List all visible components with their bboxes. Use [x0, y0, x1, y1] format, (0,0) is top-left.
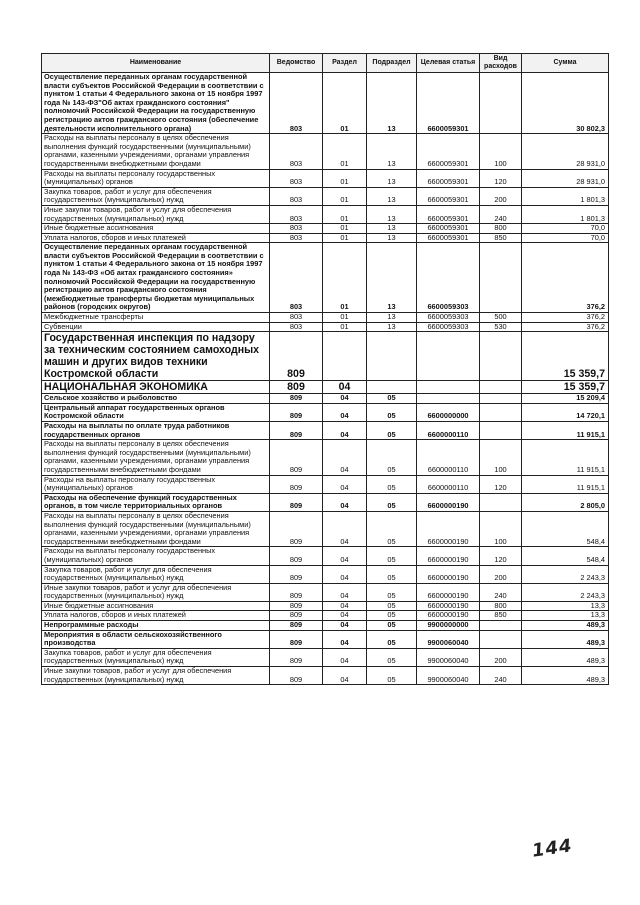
table-row	[42, 205, 609, 223]
row-sum: 489,3	[522, 630, 609, 648]
row-target: 6600000110	[417, 422, 480, 440]
row-dept: 803	[270, 73, 323, 134]
row-sum: 376,2	[522, 243, 609, 313]
row-subsection: 05	[367, 648, 417, 666]
table-row	[42, 611, 609, 621]
row-sum: 376,2	[522, 322, 609, 332]
row-section: 04	[323, 547, 367, 565]
row-sum: 1 801,3	[522, 205, 609, 223]
row-dept: 803	[270, 313, 323, 323]
row-dept: 809	[270, 621, 323, 631]
row-name: Расходы на выплаты персоналу государственных (муниципальных) органов	[42, 547, 270, 565]
row-name: Закупка товаров, работ и услуг для обеспечения государственных (муниципальных) нужд	[42, 648, 270, 666]
row-dept: 809	[270, 547, 323, 565]
row-subsection: 13	[367, 134, 417, 169]
row-dept: 809	[270, 583, 323, 601]
row-section: 01	[323, 243, 367, 313]
row-sum: 70,0	[522, 224, 609, 234]
row-dept: 809	[270, 493, 323, 511]
table-row	[42, 630, 609, 648]
table-row	[42, 475, 609, 493]
row-target	[417, 332, 480, 381]
row-section: 04	[323, 493, 367, 511]
budget-table-sheet	[41, 53, 608, 685]
row-dept: 809	[270, 648, 323, 666]
row-sum: 11 915,1	[522, 422, 609, 440]
row-subsection: 05	[367, 394, 417, 404]
row-section: 04	[323, 565, 367, 583]
row-subsection: 05	[367, 621, 417, 631]
table-row	[42, 511, 609, 546]
row-section: 01	[323, 224, 367, 234]
row-exptype	[480, 621, 522, 631]
row-section: 04	[323, 475, 367, 493]
row-exptype	[480, 630, 522, 648]
row-subsection: 05	[367, 601, 417, 611]
row-sum: 13,3	[522, 611, 609, 621]
row-exptype: 530	[480, 322, 522, 332]
row-name: Межбюджетные трансферты	[42, 313, 270, 323]
row-target: 6600000190	[417, 547, 480, 565]
row-subsection: 13	[367, 187, 417, 205]
row-exptype: 100	[480, 440, 522, 475]
header-dept: Ведомство	[270, 54, 323, 73]
row-target: 6600000190	[417, 565, 480, 583]
row-section: 04	[323, 381, 367, 394]
row-target: 6600000190	[417, 583, 480, 601]
row-target: 6600000190	[417, 493, 480, 511]
row-section: 01	[323, 313, 367, 323]
row-exptype: 850	[480, 233, 522, 243]
row-sum: 489,3	[522, 621, 609, 631]
table-row	[42, 667, 609, 685]
row-section: 04	[323, 422, 367, 440]
row-sum: 1 801,3	[522, 187, 609, 205]
row-name: Расходы на выплаты персоналу государственных (муниципальных) органов	[42, 475, 270, 493]
row-section: 04	[323, 667, 367, 685]
row-exptype: 850	[480, 611, 522, 621]
table-row	[42, 547, 609, 565]
table-row	[42, 493, 609, 511]
row-section: 01	[323, 73, 367, 134]
row-name: Иные бюджетные ассигнования	[42, 601, 270, 611]
row-sum: 28 931,0	[522, 169, 609, 187]
row-exptype: 100	[480, 134, 522, 169]
table-row	[42, 381, 609, 394]
row-dept: 809	[270, 601, 323, 611]
row-target: 6600000190	[417, 611, 480, 621]
table-row	[42, 601, 609, 611]
header-target: Целевая статья	[417, 54, 480, 73]
row-subsection: 05	[367, 667, 417, 685]
row-exptype: 240	[480, 205, 522, 223]
row-name: Закупка товаров, работ и услуг для обеспечения государственных (муниципальных) нужд	[42, 565, 270, 583]
row-target: 6600059301	[417, 73, 480, 134]
row-subsection: 13	[367, 243, 417, 313]
table-row	[42, 187, 609, 205]
table-row	[42, 243, 609, 313]
row-exptype: 120	[480, 547, 522, 565]
row-dept: 803	[270, 322, 323, 332]
row-sum: 548,4	[522, 547, 609, 565]
row-sum: 13,3	[522, 601, 609, 611]
table-row	[42, 394, 609, 404]
row-dept: 809	[270, 381, 323, 394]
row-subsection: 05	[367, 440, 417, 475]
row-name: Иные закупки товаров, работ и услуг для обеспечения государственных (муниципальных) нужд	[42, 205, 270, 223]
handwritten-page-number: 144	[530, 835, 574, 862]
row-target: 6600000110	[417, 440, 480, 475]
row-exptype	[480, 493, 522, 511]
row-target: 6600059301	[417, 224, 480, 234]
row-target: 9900060040	[417, 667, 480, 685]
row-exptype: 800	[480, 601, 522, 611]
row-section: 04	[323, 630, 367, 648]
row-name: Расходы на выплаты персоналу в целях обеспечения выполнения функций государственными (муниципальными) органами, казенными учреждениями, органами управления государственными внебюджетными фондами	[42, 134, 270, 169]
row-sum: 548,4	[522, 511, 609, 546]
row-subsection	[367, 381, 417, 394]
row-name: Закупка товаров, работ и услуг для обеспечения государственных (муниципальных) нужд	[42, 187, 270, 205]
row-subsection: 05	[367, 475, 417, 493]
row-exptype: 100	[480, 511, 522, 546]
row-section: 04	[323, 511, 367, 546]
row-subsection: 13	[367, 224, 417, 234]
row-sum: 15 359,7	[522, 332, 609, 381]
row-name: Иные закупки товаров, работ и услуг для обеспечения государственных (муниципальных) нужд	[42, 667, 270, 685]
row-name: НАЦИОНАЛЬНАЯ ЭКОНОМИКА	[42, 381, 270, 394]
row-exptype: 800	[480, 224, 522, 234]
row-exptype	[480, 394, 522, 404]
budget-table	[41, 53, 609, 685]
row-exptype	[480, 73, 522, 134]
row-subsection: 05	[367, 422, 417, 440]
row-exptype: 500	[480, 313, 522, 323]
row-section: 04	[323, 611, 367, 621]
row-target: 6600059301	[417, 205, 480, 223]
row-subsection: 05	[367, 511, 417, 546]
row-sum: 28 931,0	[522, 134, 609, 169]
row-dept: 809	[270, 394, 323, 404]
table-row	[42, 583, 609, 601]
row-subsection: 13	[367, 313, 417, 323]
row-sum: 70,0	[522, 233, 609, 243]
row-exptype	[480, 403, 522, 421]
row-dept: 803	[270, 134, 323, 169]
row-dept: 803	[270, 233, 323, 243]
header-subsection: Подраздел	[367, 54, 417, 73]
row-subsection: 13	[367, 205, 417, 223]
row-exptype	[480, 381, 522, 394]
row-target: 6600059301	[417, 187, 480, 205]
row-exptype	[480, 422, 522, 440]
table-row	[42, 621, 609, 631]
row-section: 01	[323, 233, 367, 243]
row-exptype: 120	[480, 169, 522, 187]
row-subsection: 13	[367, 322, 417, 332]
row-dept: 809	[270, 630, 323, 648]
row-dept: 809	[270, 667, 323, 685]
row-name: Расходы на выплаты персоналу в целях обеспечения выполнения функций государственными (муниципальными) органами, казенными учреждениями, органами управления государственными внебюджетными фондами	[42, 440, 270, 475]
row-exptype: 200	[480, 648, 522, 666]
table-row	[42, 233, 609, 243]
row-dept: 809	[270, 422, 323, 440]
row-exptype	[480, 332, 522, 381]
table-body	[42, 73, 609, 685]
row-section: 04	[323, 583, 367, 601]
row-name: Сельское хозяйство и рыболовство	[42, 394, 270, 404]
row-dept: 809	[270, 332, 323, 381]
row-dept: 809	[270, 403, 323, 421]
header-section: Раздел	[323, 54, 367, 73]
row-dept: 809	[270, 475, 323, 493]
row-subsection: 05	[367, 565, 417, 583]
row-sum: 2 243,3	[522, 565, 609, 583]
row-subsection: 05	[367, 547, 417, 565]
row-dept: 809	[270, 611, 323, 621]
row-exptype: 240	[480, 583, 522, 601]
row-section: 01	[323, 322, 367, 332]
row-dept: 809	[270, 511, 323, 546]
row-dept: 809	[270, 440, 323, 475]
row-target: 9900060040	[417, 648, 480, 666]
row-name: Расходы на выплаты по оплате труда работников государственных органов	[42, 422, 270, 440]
row-target: 6600000110	[417, 475, 480, 493]
header-name: Наименование	[42, 54, 270, 73]
row-target: 6600059301	[417, 233, 480, 243]
row-section	[323, 332, 367, 381]
row-sum: 30 802,3	[522, 73, 609, 134]
header-exptype: Вид расходов	[480, 54, 522, 73]
table-row	[42, 313, 609, 323]
row-sum: 11 915,1	[522, 475, 609, 493]
row-section: 04	[323, 601, 367, 611]
row-name: Расходы на выплаты персоналу государственных (муниципальных) органов	[42, 169, 270, 187]
row-name: Государственная инспекция по надзору за техническим состоянием самоходных машин и других видов техники Костромской области	[42, 332, 270, 381]
row-name: Непрограммные расходы	[42, 621, 270, 631]
row-name: Иные бюджетные ассигнования	[42, 224, 270, 234]
row-subsection: 05	[367, 583, 417, 601]
table-row	[42, 134, 609, 169]
row-name: Уплата налогов, сборов и иных платежей	[42, 233, 270, 243]
row-target	[417, 381, 480, 394]
table-row	[42, 422, 609, 440]
row-target: 6600000190	[417, 511, 480, 546]
row-target: 6600059303	[417, 322, 480, 332]
row-name: Уплата налогов, сборов и иных платежей	[42, 611, 270, 621]
table-row	[42, 440, 609, 475]
row-subsection: 05	[367, 611, 417, 621]
row-section: 04	[323, 440, 367, 475]
row-sum: 11 915,1	[522, 440, 609, 475]
row-sum: 15 209,4	[522, 394, 609, 404]
row-name: Осуществление переданных органам государственной власти субъектов Российской Федерации в соответствии с пунктом 1 статьи 4 Федерального закона от 15 ноября 1997 года № 143-ФЗ «Об актах гражданского состояния» полномочий Российской Федерации на государственную регистрацию актов гражданского состояния (межбюджетные трансферты бюджетам муниципальных районов (городских округов)	[42, 243, 270, 313]
row-section: 01	[323, 134, 367, 169]
row-subsection: 13	[367, 73, 417, 134]
row-dept: 803	[270, 169, 323, 187]
row-section: 04	[323, 394, 367, 404]
row-subsection	[367, 332, 417, 381]
row-exptype: 120	[480, 475, 522, 493]
row-name: Расходы на выплаты персоналу в целях обеспечения выполнения функций государственными (муниципальными) органами, казенными учреждениями, органами управления государственными внебюджетными фондами	[42, 511, 270, 546]
header-sum: Сумма	[522, 54, 609, 73]
row-dept: 809	[270, 565, 323, 583]
table-row	[42, 332, 609, 381]
row-sum: 14 720,1	[522, 403, 609, 421]
table-header-row	[42, 54, 609, 73]
row-subsection: 05	[367, 630, 417, 648]
row-target: 6600059301	[417, 169, 480, 187]
row-dept: 803	[270, 243, 323, 313]
row-target	[417, 394, 480, 404]
table-row	[42, 648, 609, 666]
table-row	[42, 565, 609, 583]
row-sum: 15 359,7	[522, 381, 609, 394]
row-section: 01	[323, 169, 367, 187]
row-sum: 376,2	[522, 313, 609, 323]
row-target: 9900060040	[417, 630, 480, 648]
row-section: 01	[323, 187, 367, 205]
row-sum: 489,3	[522, 648, 609, 666]
row-sum: 489,3	[522, 667, 609, 685]
row-dept: 803	[270, 187, 323, 205]
row-name: Иные закупки товаров, работ и услуг для обеспечения государственных (муниципальных) нужд	[42, 583, 270, 601]
row-exptype: 200	[480, 565, 522, 583]
row-subsection: 13	[367, 233, 417, 243]
row-subsection: 13	[367, 169, 417, 187]
row-dept: 803	[270, 205, 323, 223]
row-section: 04	[323, 403, 367, 421]
row-name: Расходы на обеспечение функций государственных органов, в том числе территориальных органов	[42, 493, 270, 511]
row-section: 01	[323, 205, 367, 223]
row-subsection: 05	[367, 403, 417, 421]
table-row	[42, 403, 609, 421]
row-target: 6600059303	[417, 243, 480, 313]
row-target: 9900000000	[417, 621, 480, 631]
row-name: Центральный аппарат государственных органов Костромской области	[42, 403, 270, 421]
row-sum: 2 243,3	[522, 583, 609, 601]
row-exptype: 240	[480, 667, 522, 685]
row-target: 6600000000	[417, 403, 480, 421]
table-row	[42, 224, 609, 234]
table-row	[42, 169, 609, 187]
row-target: 6600059301	[417, 134, 480, 169]
row-section: 04	[323, 648, 367, 666]
row-dept: 803	[270, 224, 323, 234]
row-name: Субвенции	[42, 322, 270, 332]
row-section: 04	[323, 621, 367, 631]
table-row	[42, 73, 609, 134]
row-subsection: 05	[367, 493, 417, 511]
row-target: 6600059303	[417, 313, 480, 323]
row-name: Осуществление переданных органам государственной власти субъектов Российской Федерации в соответствии с пунктом 1 статьи 4 Федерального закона от 15 ноября 1997 года № 143-ФЗ"Об актах гражданского состояния" полномочий Российской Федерации на государственную регистрацию актов гражданского состояния (обеспечение деятельности исполнительного органа)	[42, 73, 270, 134]
row-exptype: 200	[480, 187, 522, 205]
table-row	[42, 322, 609, 332]
row-name: Мероприятия в области сельскохозяйственного производства	[42, 630, 270, 648]
row-target: 6600000190	[417, 601, 480, 611]
row-exptype	[480, 243, 522, 313]
row-sum: 2 805,0	[522, 493, 609, 511]
